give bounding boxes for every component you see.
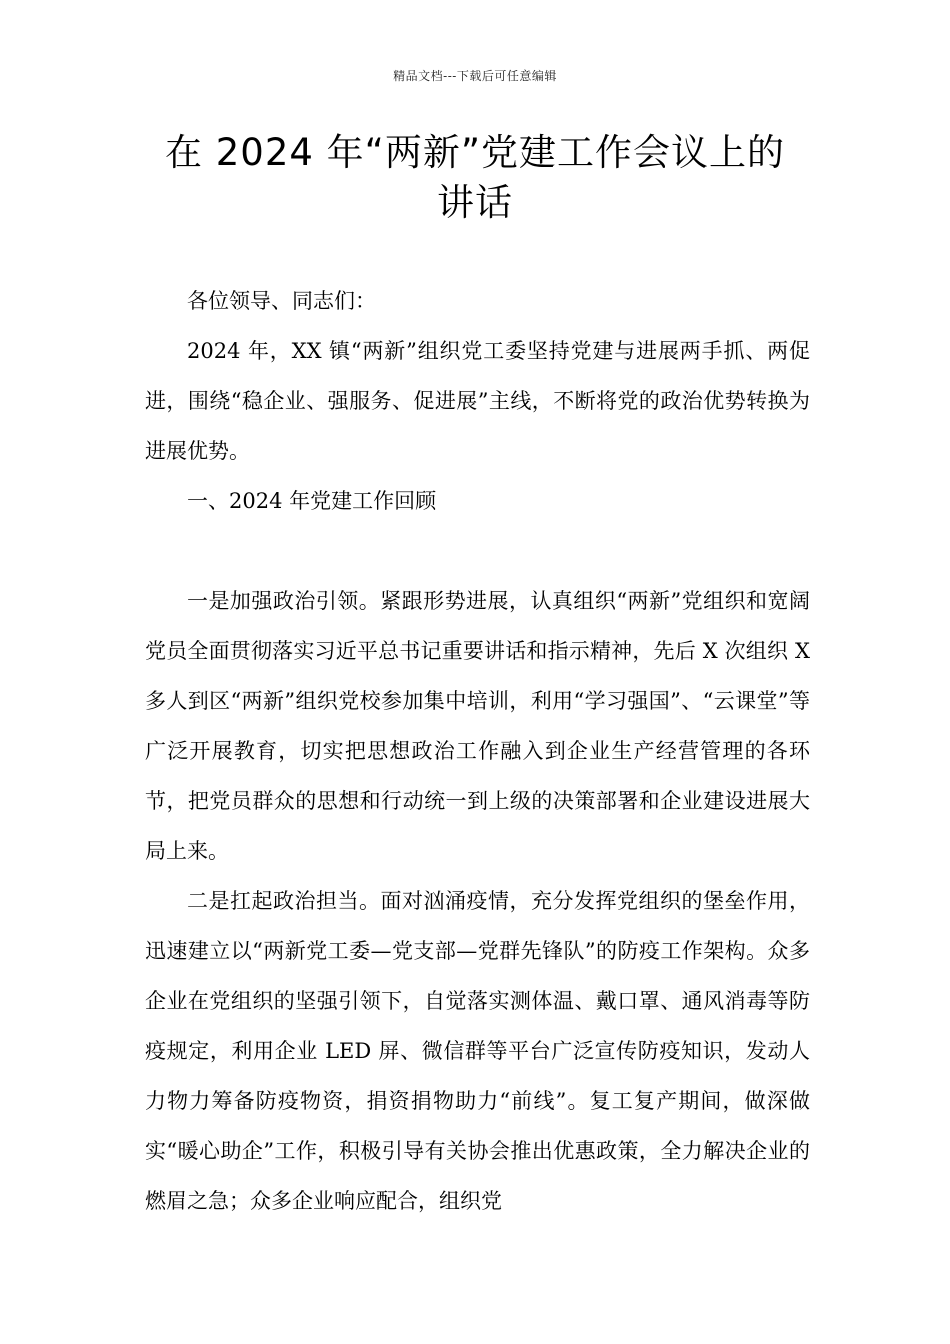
title-line-1: 在 2024 年“两新”党建工作会议上的 [164, 131, 786, 174]
title-line-2: 讲话 [437, 181, 513, 224]
body-paragraph: 一是加强政治引领。紧跟形势进展，认真组织“两新”党组织和宽阔党员全面贯彻落实习近平总书记重要讲话和指示精神，先后 X 次组织 X 多人到区“两新”组织党校参加集中培训，利用“学习强国”、“云课堂”等广泛开展教育，切实把思想政治工作融入到企业生产经营管理的各环节，把党员群众的思想和行动统一到上级的决策部署和企业建设进展大局上来。 [145, 589, 810, 863]
page-header: 精品文档---下载后可任意编辑 [393, 69, 557, 83]
body-paragraph: 二是扛起政治担当。面对汹涌疫情，充分发挥党组织的堡垒作用，迅速建立以“两新党工委—党支部—党群先锋队”的防疫工作架构。众多企业在党组织的坚强引领下，自觉落实测体温、戴口罩、通风消毒等防疫规定，利用企业 LED 屏、微信群等平台广泛宣传防疫知识，发动人力物力筹备防疫物资，捐资捐物助力“前线”。复工复产期间，做深做实“暖心助企”工作，积极引导有关协会推出优惠政策，全力解决企业的燃眉之急；众多企业响应配合，组织党 [145, 889, 810, 1213]
salutation: 各位领导、同志们： [187, 289, 376, 313]
document-body [145, 276, 810, 1226]
section-heading: 一、2024 年党建工作回顾 [187, 489, 437, 513]
intro-paragraph: 2024 年，XX 镇“两新”组织党工委坚持党建与进展两手抓、两促进，围绕“稳企业、强服务、促进展”主线，不断将党的政治优势转换为进展优势。 [145, 339, 810, 463]
document-title [150, 128, 800, 228]
